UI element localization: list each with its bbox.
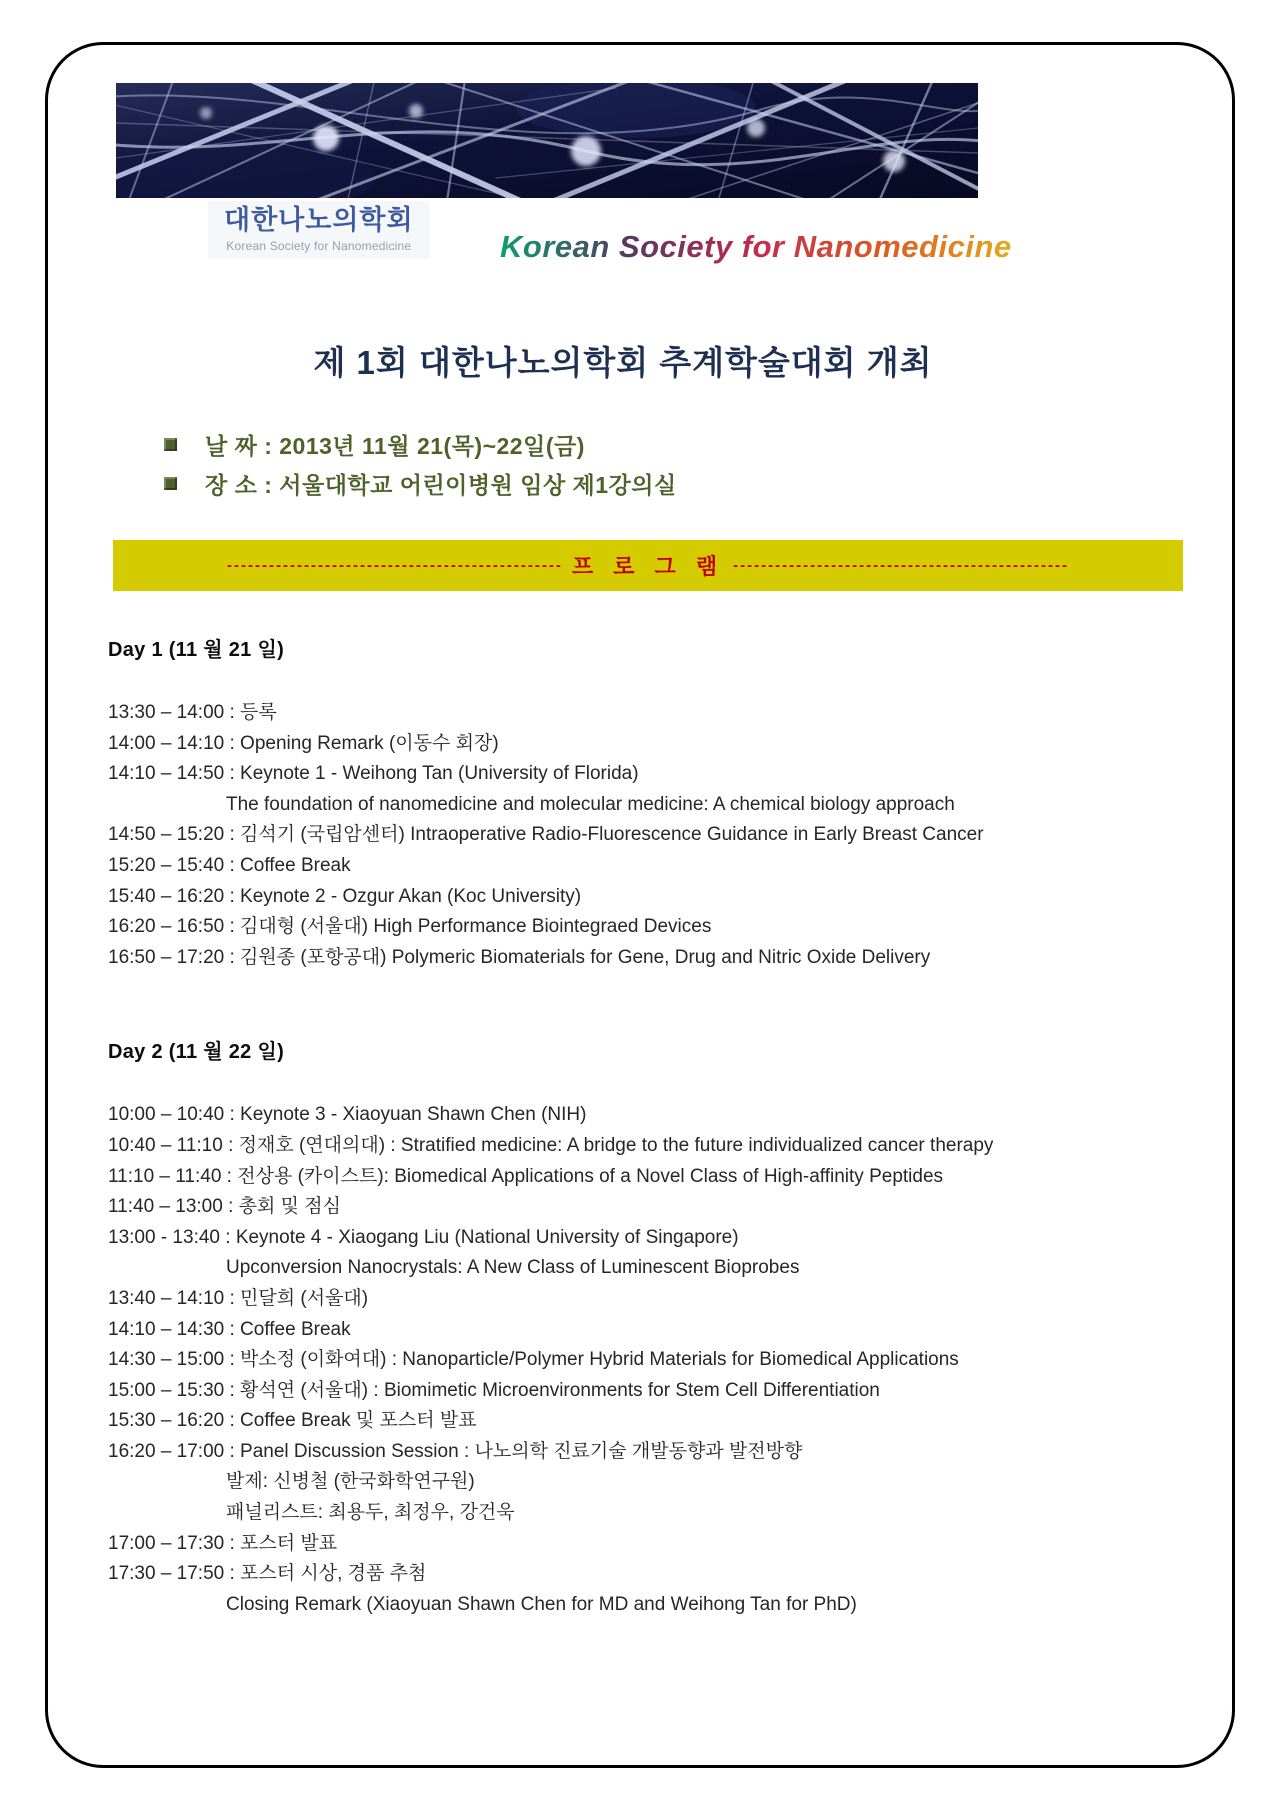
day-heading: Day 1 (11 월 21 일)	[108, 639, 285, 661]
society-logo	[208, 201, 430, 259]
schedule-line: The foundation of nanomedicine and molecular medicine: A chemical biology approach	[226, 793, 955, 815]
schedule-line: 16:20 – 16:50 : 김대형 (서울대) High Performance Biointegraed Devices	[108, 916, 712, 938]
schedule-line: 10:00 – 10:40 : Keynote 3 - Xiaoyuan Shawn Chen (NIH)	[108, 1104, 587, 1126]
schedule-line: 14:30 – 15:00 : 박소정 (이화여대) : Nanoparticle/Polymer Hybrid Materials for Biomedical Applications	[108, 1349, 959, 1371]
schedule-line: 15:40 – 16:20 : Keynote 2 - Ozgur Akan (Koc University)	[108, 885, 582, 907]
banner-dashes-left: ------------------------------------------------	[227, 557, 563, 574]
event-place-text: 장 소 : 서울대학교 어린이병원 임상 제1강의실	[205, 472, 677, 498]
banner-dashes-right: ------------------------------------------------	[733, 557, 1069, 574]
neuron-network-svg	[116, 83, 978, 198]
schedule-line: Upconversion Nanocrystals: A New Class of Luminescent Bioprobes	[226, 1257, 800, 1279]
schedule-line: 17:30 – 17:50 : 포스터 시상, 경품 추첨	[108, 1563, 427, 1585]
schedule-line: 발제: 신병철 (한국화학연구원)	[226, 1471, 475, 1493]
schedule-line: 11:40 – 13:00 : 총회 및 점심	[108, 1196, 341, 1218]
schedule-line: 16:20 – 17:00 : Panel Discussion Session : 나노의학 진료기술 개발동향과 발전방향	[108, 1440, 803, 1462]
banner-label: 프 로 그 램	[571, 554, 725, 579]
program	[108, 633, 1188, 1620]
event-date-line	[164, 425, 677, 464]
society-logo-english: Korean Society for Nanomedicine	[226, 238, 412, 253]
event-date-text: 날 짜 : 2013년 11월 21(목)~22일(금)	[205, 433, 585, 459]
day-block	[108, 633, 1188, 973]
schedule-line: 10:40 – 11:10 : 정재호 (연대의대) : Stratified medicine: A bridge to the future individualized cancer therapy	[108, 1134, 994, 1156]
schedule-line: 13:30 – 14:00 : 등록	[108, 702, 277, 723]
schedule-line: Closing Remark (Xiaoyuan Shawn Chen for MD and Weihong Tan for PhD)	[226, 1593, 857, 1615]
schedule-line: 14:00 – 14:10 : Opening Remark (이동수 회장)	[108, 732, 499, 754]
event-place-line	[164, 464, 677, 503]
schedule-line: 15:30 – 16:20 : Coffee Break 및 포스터 발표	[108, 1410, 477, 1432]
neuron-network-image	[116, 83, 978, 198]
day-block	[108, 1035, 1188, 1620]
schedule-line: 14:10 – 14:50 : Keynote 1 - Weihong Tan (University of Florida)	[108, 763, 639, 785]
square-bullet-icon	[164, 438, 177, 451]
schedule-line: 17:00 – 17:30 : 포스터 발표	[108, 1532, 338, 1554]
brand-title: Korean Society for Nanomedicine	[500, 229, 1012, 264]
schedule-line: 13:00 - 13:40 : Keynote 4 - Xiaogang Liu (National University of Singapore)	[108, 1226, 739, 1248]
schedule-line: 16:50 – 17:20 : 김원종 (포항공대) Polymeric Biomaterials for Gene, Drug and Nitric Oxide Delivery	[108, 946, 931, 968]
schedule-line: 14:10 – 14:30 : Coffee Break	[108, 1318, 351, 1340]
schedule-line: 14:50 – 15:20 : 김석기 (국립암센터) Intraoperative Radio-Fluorescence Guidance in Early Breast Cancer	[108, 824, 984, 846]
program-banner	[113, 540, 1183, 591]
event-details	[164, 425, 677, 503]
schedule-line: 11:10 – 11:40 : 전상용 (카이스트): Biomedical Applications of a Novel Class of High-affinity Peptides	[108, 1165, 944, 1187]
schedule-line: 패널리스트: 최용두, 최정우, 강건욱	[226, 1502, 515, 1524]
square-bullet-icon	[164, 477, 177, 490]
schedule-line: 15:20 – 15:40 : Coffee Break	[108, 854, 351, 876]
document-page	[45, 42, 1235, 1768]
society-logo-korean: 대한나노의학회	[224, 205, 414, 235]
schedule-line: 15:00 – 15:30 : 황석연 (서울대) : Biomimetic Microenvironments for Stem Cell Differentiation	[108, 1379, 880, 1401]
event-title: 제 1회 대한나노의학회 추계학술대회 개최	[313, 344, 933, 381]
schedule-line: 13:40 – 14:10 : 민달희 (서울대)	[108, 1287, 369, 1309]
day-heading: Day 2 (11 월 22 일)	[108, 1041, 285, 1064]
